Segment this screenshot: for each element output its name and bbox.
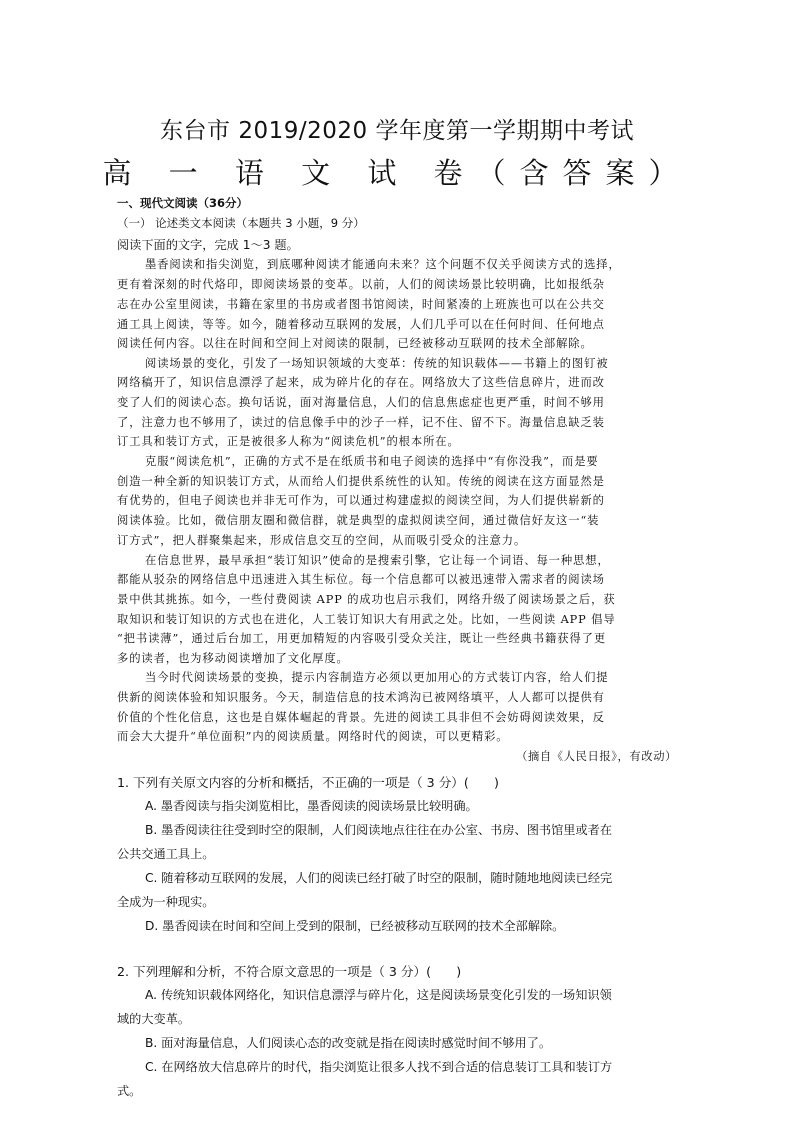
passage-line: 志在办公室里阅读，书籍在家里的书房或者图书馆阅读，时间紧凑的上班族也可以在公共交 (117, 298, 605, 311)
option-b: B. 面对海量信息，人们阅读心态的改变就是指在阅读时感觉时间不够用了。 (145, 1036, 552, 1050)
passage-line: 变了人们的阅读心态。换句话说，面对海量信息，人们的信息焦虑症也更严重，时间不够用 (117, 396, 605, 409)
passage-line: 网络稿开了，知识信息漂浮了起来，成为碎片化的存在。网络放大了这些信息碎片，进而改 (117, 376, 605, 389)
section-heading: 一、现代文阅读（36分） (117, 196, 249, 210)
question-stem: 1. 下列有关原文内容的分析和概括，不正确的一项是（ 3 分）( ) (117, 775, 499, 790)
option-a: A. 墨香阅读与指尖浏览相比，墨香阅读的阅读场景比较明确。 (145, 799, 478, 813)
passage-line: 克服“阅读危机”，正确的方式不是在纸质书和电子阅读的选择中“有你没我”，而是要 (145, 455, 599, 468)
section-subheading: （一） 论述类文本阅读（本题共 3 小题，9 分） (117, 216, 365, 230)
passage-line: 当今时代阅读场景的变换，提示内容制造方必须以更加用心的方式装订内容，给人们提 (145, 671, 609, 684)
option-a: A. 传统知识载体网络化，知识信息漂浮与碎片化，这是阅读场景变化引发的一场知识领 (145, 988, 612, 1002)
option-d: D. 墨香阅读在时间和空间上受到的限制，已经被移动互联网的技术全部解除。 (145, 919, 565, 933)
passage-line: 景中供其挑拣。如今，一些付费阅读 APP 的成功也启示我们，网络升级了阅读场景之后，获 (117, 593, 616, 606)
exam-title: 东台市 2019/2020 学年度第一学期期中考试 (160, 118, 634, 144)
passage-line: 多的读者，也为移动阅读增加了文化厚度。 (117, 652, 349, 665)
exam-subtitle: 高 一 语 文 试 卷（含答案） (102, 156, 692, 190)
passage-line: 价值的个性化信息，这也是自媒体崛起的背景。先进的阅读工具非但不会妨碍阅读效果，反 (117, 711, 605, 724)
passage-line: “把书读薄”，通过后台加工，用更加精短的内容吸引受众关注，既让一些经典书籍获得了更 (117, 632, 607, 645)
question-stem: 2. 下列理解和分析，不符合原文意思的一项是（ 3 分）( ) (117, 964, 462, 979)
passage-line: 取知识和装订知识的方式也在进化，人工装订知识大有用武之处。比如，一些阅读 APP 倡导 (117, 613, 616, 626)
passage-line: 供新的阅读体验和知识服务。今天，制造信息的技术鸿沟已被网络填平，人人都可以提供有 (117, 691, 605, 704)
option-b-cont: 公共交通工具上。 (117, 847, 215, 861)
passage-line: 订方式”，把人群聚集起来，形成信息交互的空间，从而吸引受众的注意力。 (117, 534, 527, 547)
passage-line: 墨香阅读和指尖浏览，到底哪种阅读才能通向未来？这个问题不仅关乎阅读方式的选择， (145, 258, 621, 271)
passage-line: 都能从驳杂的网络信息中迅速进入其生标位。每一个信息都可以被迅速带入需求者的阅读场 (117, 573, 605, 586)
passage-line: 在信息世界，最早承担“装订知识”使命的是搜索引擎，它让每一个词语、每一种思想， (145, 554, 610, 567)
passage-line: 更有着深刻的时代烙印，即阅读场景的变革。以前，人们的阅读场景比较明确，比如报纸杂 (117, 278, 605, 291)
reading-instruction: 阅读下面的文字，完成 1～3 题。 (117, 238, 299, 252)
option-c: C. 在网络放大信息碎片的时代，指尖浏览让很多人找不到合适的信息装订工具和装订方 (145, 1060, 613, 1074)
option-c: C. 随着移动互联网的发展，人们的阅读已经打破了时空的限制，随时随地地阅读已经完 (145, 871, 613, 885)
option-c-cont: 全成为一种现实。 (117, 895, 215, 909)
passage-source: （摘自《人民日报》，有改动） (516, 750, 677, 763)
option-c-cont: 式。 (117, 1084, 142, 1098)
passage-line: 创造一种全新的知识装订方式，从而给人们提供系统性的认知。传统的阅读在这方面显然是 (117, 475, 605, 488)
passage-line: 订工具和装订方式，正是被很多人称为“阅读危机”的根本所在。 (117, 435, 460, 448)
passage-line: 阅读任何内容。以往在时间和空间上对阅读的限制，已经被移动互联网的技术全部解除。 (117, 337, 593, 350)
passage-line: 而会大大提升“单位面积”内的阅读质量。网络时代的阅读，可以更精彩。 (117, 730, 509, 743)
option-b: B. 墨香阅读往往受到时空的限制，人们阅读地点往往在办公室、书房、图书馆里或者在 (145, 823, 613, 837)
option-a-cont: 域的大变革。 (117, 1012, 191, 1026)
passage-line: 有优势的，但电子阅读也并非无可作为，可以通过构建虚拟的阅读空间，为人们提供崭新的 (117, 494, 605, 507)
passage-line: 通工具上阅读，等等。如今，随着移动互联网的发展，人们几乎可以在任何时间、任何地点 (117, 318, 605, 331)
passage-line: 阅读场景的变化，引发了一场知识领域的大变革：传统的知识载体——书籍上的图钉被 (145, 357, 609, 370)
passage-line: 了，注意力也不够用了，读过的信息像手中的沙子一样，记不住、留不下。海量信息缺乏装 (117, 416, 605, 429)
passage-line: 阅读体验。比如，微信朋友圈和微信群，就是典型的虚拟阅读空间，通过微信好友这一“装 (117, 514, 600, 527)
